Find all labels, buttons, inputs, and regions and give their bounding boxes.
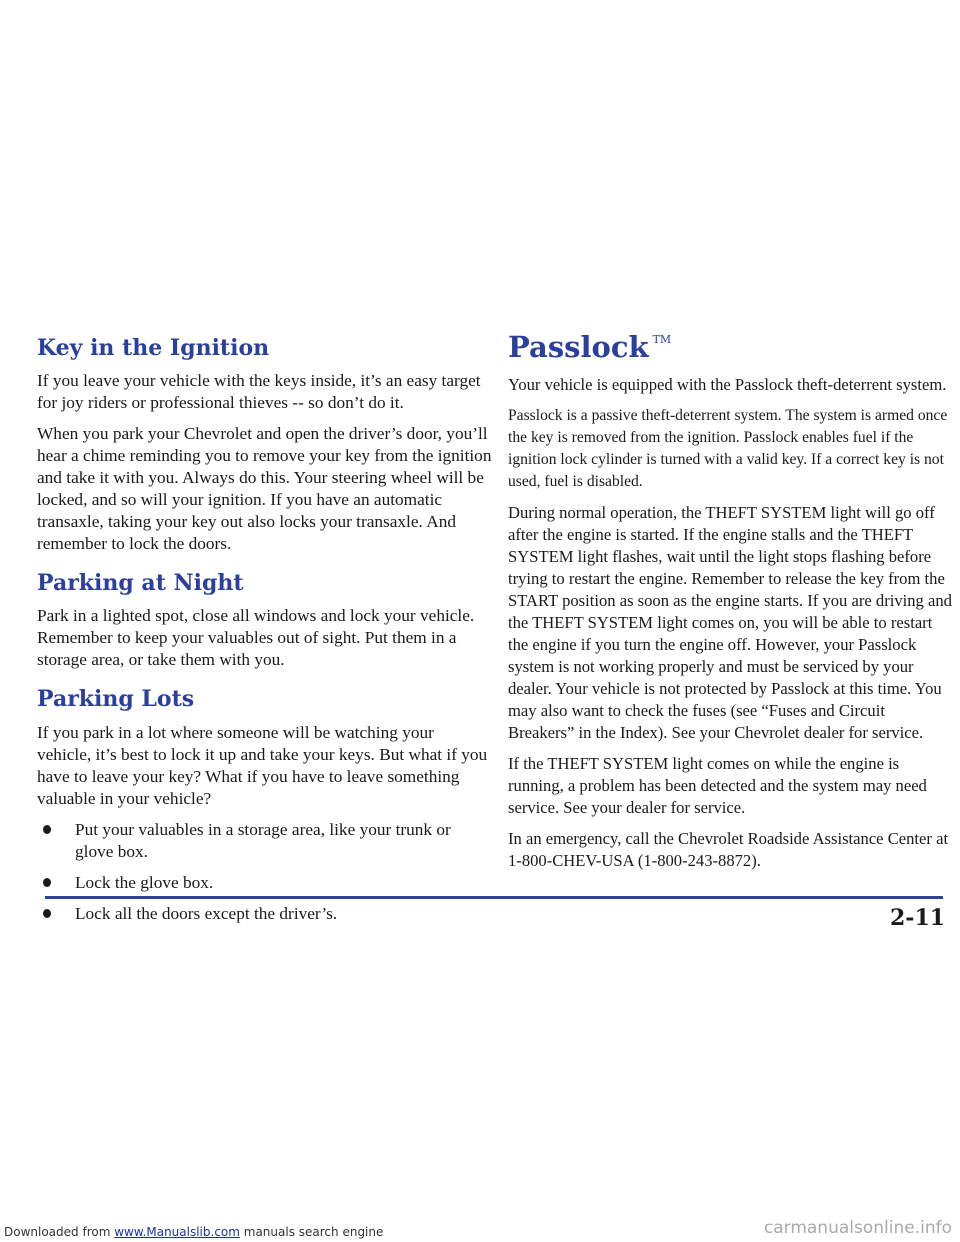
right-column [508, 330, 952, 881]
passlock-paragraph-3: During normal operation, the THEFT SYSTEM light will go off after the engine is started. If the engine stalls and the THEFT SYSTEM light flashes, wait until the light stops flashing before trying to restart the engine. Remember to release the key from the START position as soon as the engine starts. If you are driving and the THEFT SYSTEM light comes on, you will be able to restart the engine if you turn the engine off. However, your Passlock system is not working properly and must be serviced by your dealer. Your vehicle is not protected by Passlock at this time. You may also want to check the fuses (see “Fuses and Circuit Breakers” in the Index). See your Chevrolet dealer for service. [508, 502, 952, 742]
bullet-icon [43, 878, 51, 887]
download-footer: Downloaded from www.Manualslib.com manuals search engine [4, 1225, 384, 1239]
watermark: carmanualsonline.info [763, 1218, 952, 1238]
list-item: Lock all the doors except the driver’s. [37, 903, 492, 925]
manualslib-link[interactable]: www.Manualslib.com [114, 1225, 240, 1239]
passlock-paragraph-5: In an emergency, call the Chevrolet Roadside Assistance Center at 1-800-CHEV-USA (1-800-243-8872). [508, 828, 949, 870]
key-paragraph-2: When you park your Chevrolet and open the driver’s door, you’ll hear a chime reminding you to remove your key from the ignition and take it with you. Always do this. Your steering wheel will be locked, and so will your ignition. If you have an automatic transaxle, taking your key out also locks your transaxle. And remember to lock the doors. [37, 424, 492, 554]
lots-paragraph: If you park in a lot where someone will be watching your vehicle, it’s best to lock it up and take your keys. But what if you have to leave your key? What if you have to leave something valuable in your vehicle? [37, 722, 488, 808]
parking-at-night-heading: Parking at Night [37, 570, 244, 597]
trademark-mark: TM [652, 333, 672, 346]
list-item: Put your valuables in a storage area, like your trunk or glove box. [37, 819, 492, 863]
key-in-ignition-heading: Key in the Ignition [37, 335, 270, 361]
night-paragraph: Park in a lighted spot, close all windows and lock your vehicle. Remember to keep your valuables out of sight. Put them in a storage area, or take them with you. [37, 606, 475, 670]
passlock-heading: Passlock ™ [508, 330, 672, 364]
passlock-paragraph-4: If the THEFT SYSTEM light comes on while the engine is running, a problem has been detected and the system may need service. See your dealer for service. [508, 753, 927, 817]
left-column [37, 336, 492, 934]
footer-rule [45, 896, 943, 899]
bullet-icon [43, 825, 51, 834]
list-item: Lock the glove box. [37, 872, 492, 894]
tips-list [37, 819, 492, 925]
page-number: 2-11 [890, 905, 946, 931]
passlock-paragraph-2: Passlock is a passive theft-deterrent system. The system is armed once the key is removed from the ignition. Passlock enables fuel if the ignition lock cylinder is turned with a valid key. If a correct key is not used, fuel is disabled. [508, 406, 948, 490]
parking-lots-heading: Parking Lots [37, 686, 195, 713]
passlock-paragraph-1: Your vehicle is equipped with the Passlock theft-deterrent system. [508, 374, 947, 394]
bullet-icon [43, 909, 51, 918]
key-paragraph-1: If you leave your vehicle with the keys inside, it’s an easy target for joy riders or professional thieves -- so don’t do it. [37, 371, 481, 413]
